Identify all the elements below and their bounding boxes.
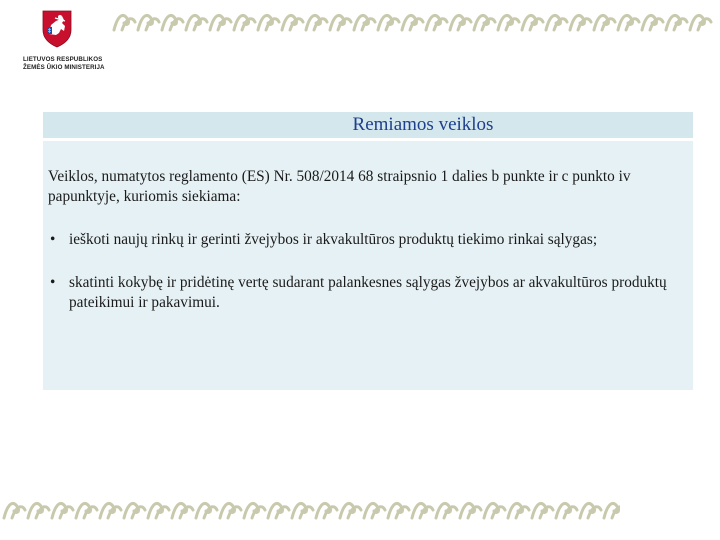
- ministry-name-line-1: LIETUVOS RESPUBLIKOS: [23, 56, 103, 63]
- ornament-motif: [52, 503, 73, 518]
- ornament-motif: [124, 503, 145, 518]
- ornament-motif: [196, 503, 217, 518]
- ornament-motif: [330, 15, 351, 30]
- ornament-motif: [258, 15, 279, 30]
- ornament-motif: [172, 503, 193, 518]
- ornament-motif: [268, 503, 289, 518]
- ornament-motif: [604, 503, 620, 518]
- ornament-motif: [436, 503, 457, 518]
- ornament-motif: [220, 503, 241, 518]
- ministry-name-line-2: ŽEMĖS ŪKIO MINISTERIJA: [23, 64, 105, 71]
- ornament-motif: [244, 503, 265, 518]
- ornament-motif: [484, 503, 505, 518]
- ornament-motif: [522, 15, 543, 30]
- ornament-motif: [618, 15, 639, 30]
- ornament-motif: [114, 15, 135, 30]
- ornament-motif: [666, 15, 687, 30]
- ornament-motif: [316, 503, 337, 518]
- ornament-motif: [508, 503, 529, 518]
- ornament-motif: [474, 15, 495, 30]
- ornament-motif: [426, 15, 447, 30]
- ornament-motif: [642, 15, 663, 30]
- ornament-motif: [340, 503, 361, 518]
- ornament-motif: [690, 15, 711, 30]
- list-item-text: ieškoti naujų rinkų ir gerinti žvejybos ir akvakultūros produktų tiekimo rinkai sąlygas;: [69, 231, 598, 248]
- ornament-motif: [234, 15, 255, 30]
- ornament-motif: [210, 15, 231, 30]
- ornament-motif: [148, 503, 169, 518]
- ornament-motif: [162, 15, 183, 30]
- coat-of-arms-icon: [40, 8, 74, 48]
- ornament-motif: [354, 15, 375, 30]
- ornament-motif: [4, 503, 25, 518]
- ornament-motif: [186, 15, 207, 30]
- section-title-bar: [43, 112, 693, 138]
- ornament-motif: [378, 15, 399, 30]
- ornament-motif: [28, 503, 49, 518]
- ornament-motif: [498, 15, 519, 30]
- ornament-motif: [100, 503, 121, 518]
- ornament-motif: [532, 503, 553, 518]
- ornament-motif: [556, 503, 577, 518]
- bullet-icon: •: [50, 274, 56, 291]
- ornament-motif: [292, 503, 313, 518]
- bullet-icon: •: [50, 231, 56, 248]
- ornament-motif: [138, 15, 159, 30]
- ornament-motif: [282, 15, 303, 30]
- ornament-motif: [580, 503, 601, 518]
- top-ornament-border: [110, 6, 715, 36]
- ornament-motif: [412, 503, 433, 518]
- ornament-motif: [460, 503, 481, 518]
- ornament-motif: [364, 503, 385, 518]
- ornament-motif: [594, 15, 615, 30]
- section-title: Remiamos veiklos: [352, 114, 494, 135]
- ministry-logo: [20, 8, 116, 74]
- ornament-motif: [76, 503, 97, 518]
- ornament-motif: [546, 15, 567, 30]
- ornament-motif: [402, 15, 423, 30]
- ornament-motif: [450, 15, 471, 30]
- section-content: [43, 141, 693, 390]
- ornament-motif: [306, 15, 327, 30]
- list-item-text: skatinti kokybę ir pridėtinę vertę sudarant palankesnes sąlygas žvejybos ar akvakultūros produktų pateikimui ir pakavimui.: [69, 274, 667, 311]
- bottom-ornament-border: [0, 494, 620, 524]
- intro-paragraph: Veiklos, numatytos reglamento (ES) Nr. 508/2014 68 straipsnio 1 dalies b punkte ir c punkto iv papunktyje, kuriomis siekiama:: [48, 168, 631, 205]
- list-item: [48, 273, 687, 313]
- ornament-motif: [388, 503, 409, 518]
- activities-list: [48, 230, 687, 313]
- list-item: [48, 230, 687, 250]
- ornament-motif: [570, 15, 591, 30]
